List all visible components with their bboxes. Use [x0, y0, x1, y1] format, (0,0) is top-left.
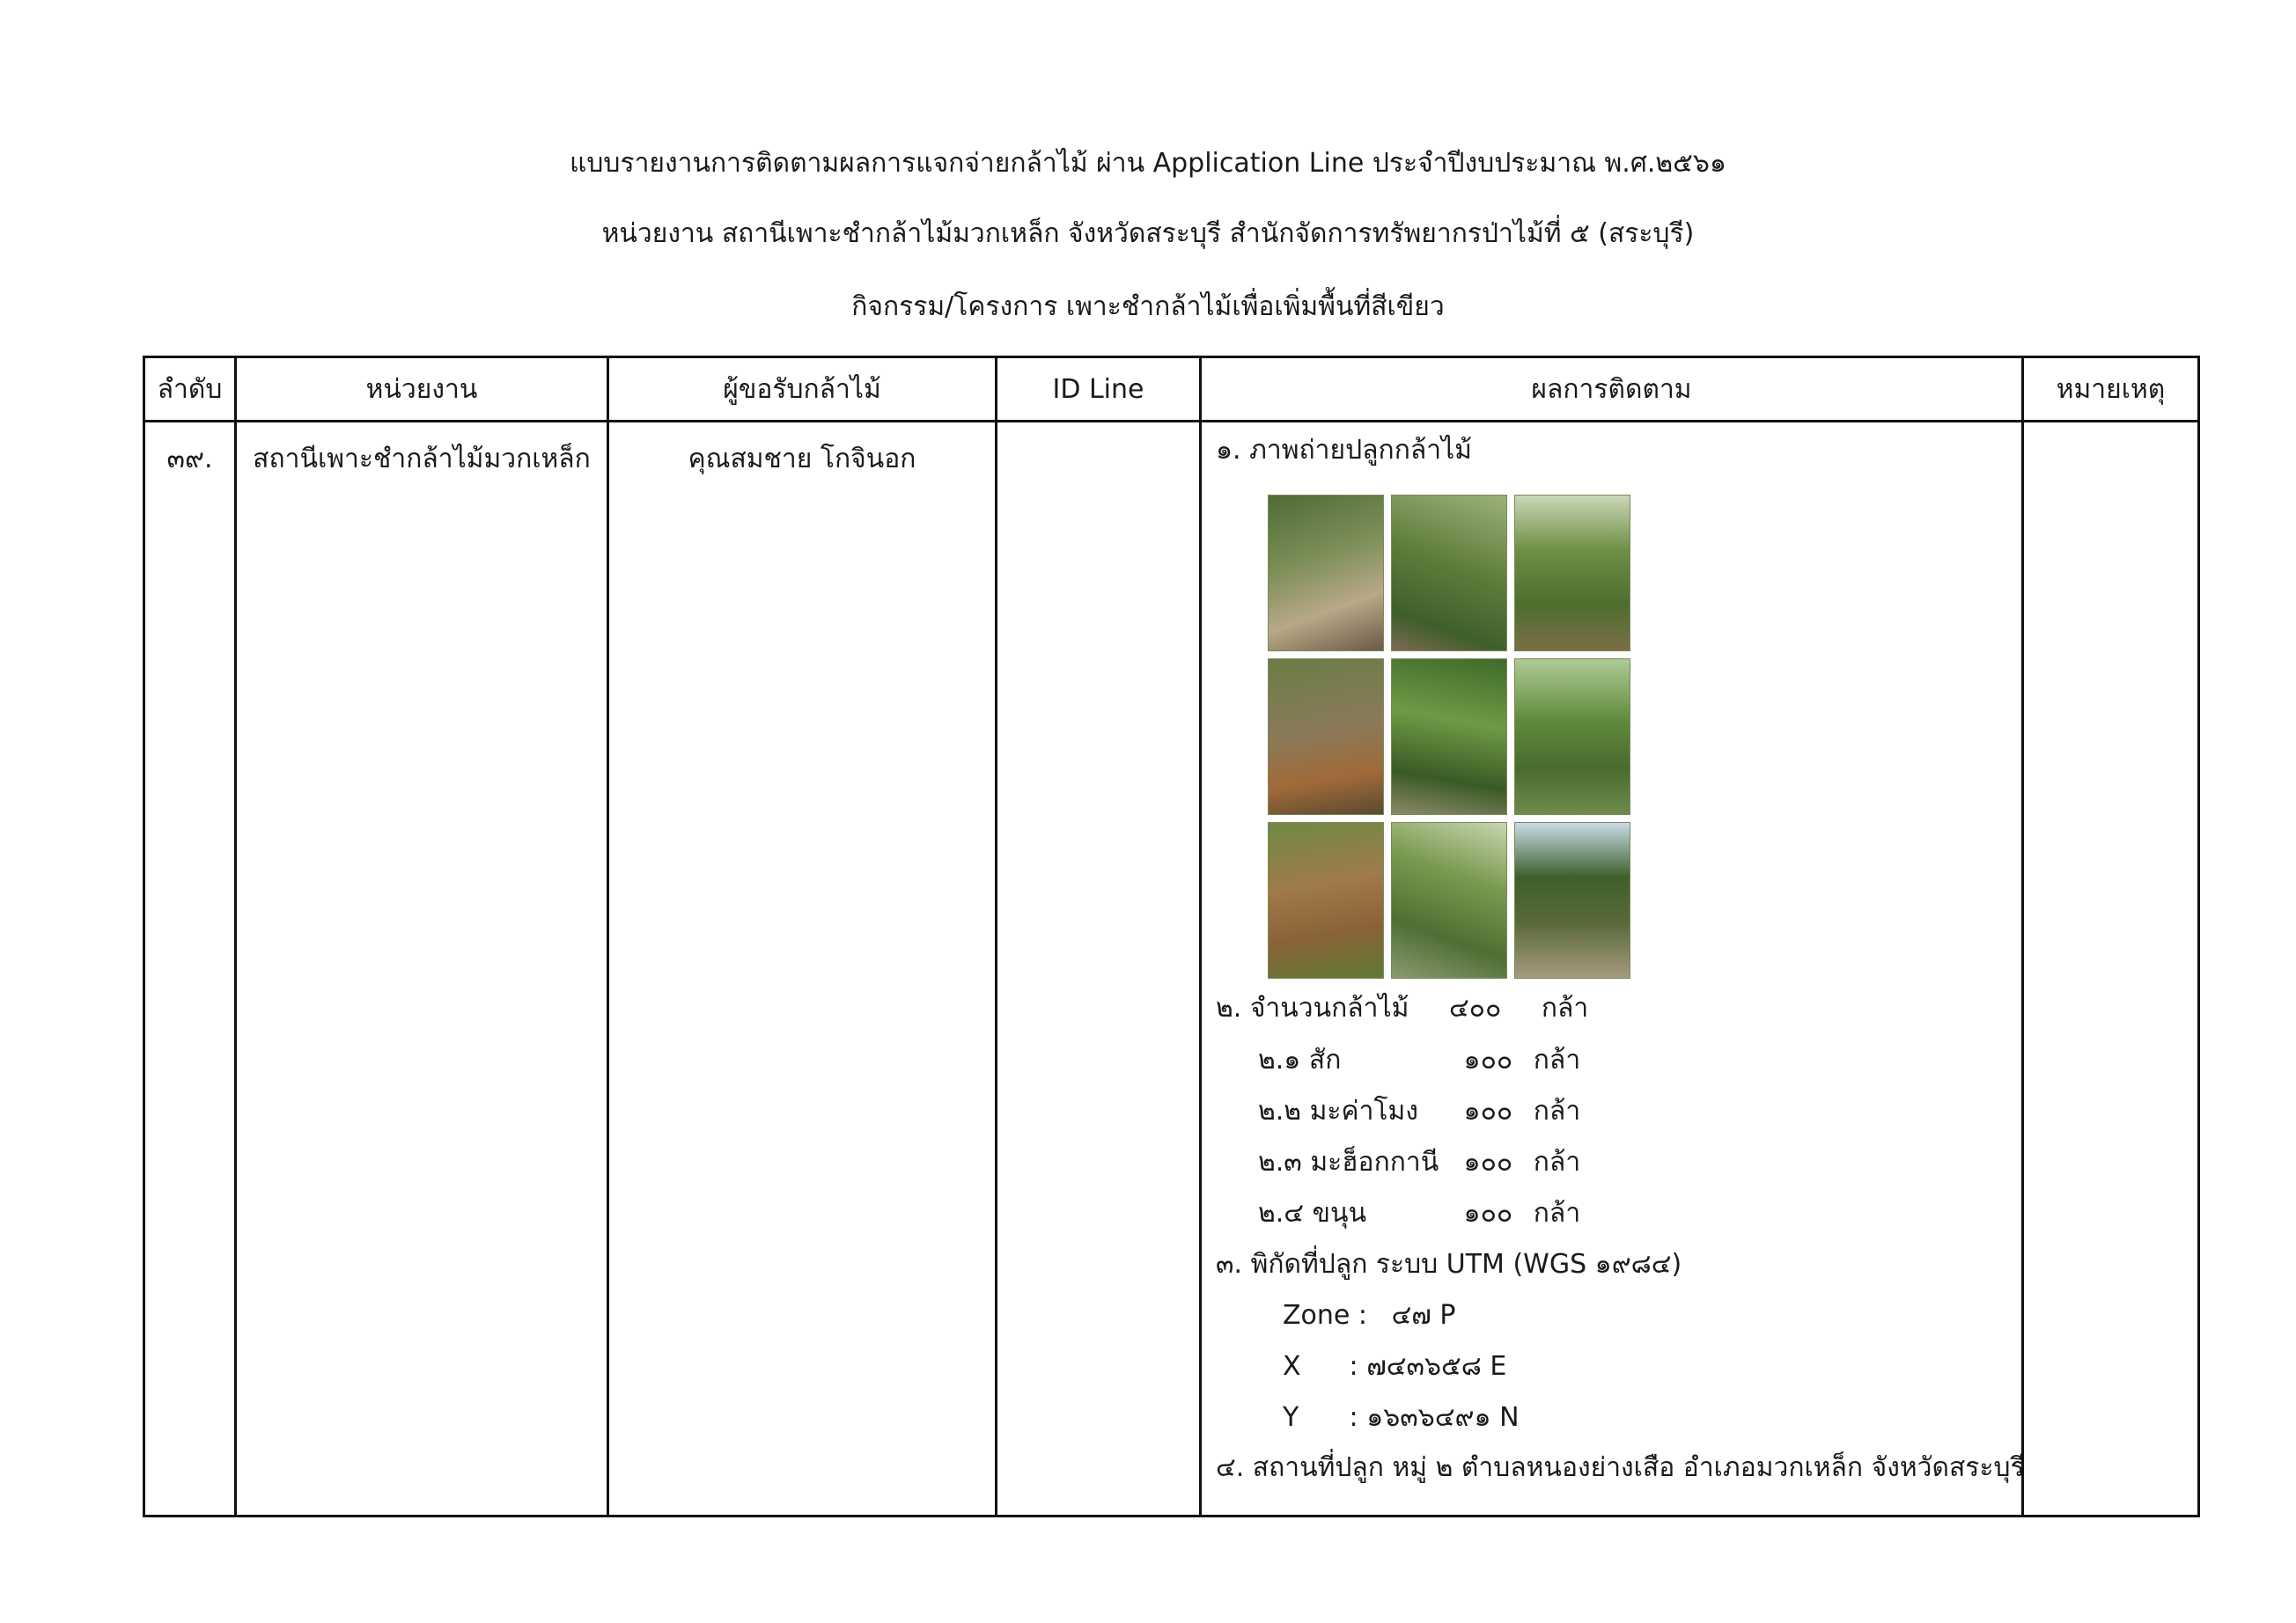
species-unit: กล้า — [1533, 1147, 1581, 1178]
coordinate-x — [1283, 1349, 1506, 1384]
seedling-count-unit: กล้า — [1541, 993, 1589, 1024]
coordinate-zone — [1283, 1298, 1455, 1333]
row-id-line — [997, 422, 1199, 442]
species-unit: กล้า — [1533, 1198, 1581, 1229]
row-unit: สถานีเพาะชำกล้าไม้มวกเหล็ก — [253, 444, 591, 474]
report-title: แบบรายงานการติดตามผลการแจกจ่ายกล้าไม้ ผ่าน Application Line ประจำปีงบประมาณ พ.ศ.๒๕๖๑ — [570, 148, 1726, 179]
zone-value: ๔๗ P — [1391, 1300, 1456, 1331]
species-label: ๒.๒ มะค่าโมง — [1258, 1096, 1418, 1127]
y-value: : ๑๖๓๖๔๙๑ N — [1349, 1402, 1520, 1433]
report-table — [143, 356, 2200, 1517]
photos-title: ๑. ภาพถ่ายปลูกกล้าไม้ — [1216, 435, 1472, 466]
seedling-count — [1216, 991, 1588, 1026]
row-number: ๓๙. — [166, 444, 213, 474]
species-item — [1258, 1196, 1580, 1231]
planting-photo-8 — [1391, 822, 1507, 979]
table-header-row — [144, 357, 2199, 422]
coordinate-title: ๓. พิกัดที่ปลูก ระบบ UTM (WGS ๑๙๘๔) — [1216, 1249, 1682, 1280]
species-label: ๒.๑ สัก — [1258, 1045, 1342, 1076]
column-header-result: ผลการติดตาม — [1201, 357, 2023, 422]
planting-photo-7 — [1268, 822, 1384, 979]
planting-photo-2 — [1391, 495, 1507, 651]
planting-photo-3 — [1514, 495, 1630, 651]
species-value: ๑๐๐ — [1463, 1198, 1513, 1229]
column-header-requester: ผู้ขอรับกล้าไม้ — [608, 357, 997, 422]
y-label: Y — [1283, 1402, 1299, 1433]
species-item — [1258, 1145, 1580, 1180]
species-item — [1258, 1094, 1580, 1129]
row-result-cell — [1201, 422, 2023, 1517]
zone-label: Zone : — [1283, 1300, 1368, 1331]
coordinate-y — [1283, 1400, 1520, 1436]
x-value: : ๗๔๓๖๕๘ E — [1349, 1351, 1507, 1382]
column-header-no: ลำดับ — [144, 357, 236, 422]
species-label: ๒.๓ มะฮ็อกกานี — [1258, 1147, 1439, 1178]
planting-photo-6 — [1514, 658, 1630, 815]
column-header-note: หมายเหตุ — [2023, 357, 2199, 422]
row-note — [2024, 422, 2197, 442]
table-row — [144, 422, 2199, 1517]
planting-photo-1 — [1268, 495, 1384, 651]
planting-photo-4 — [1268, 658, 1384, 815]
column-header-id-line: ID Line — [997, 357, 1201, 422]
species-value: ๑๐๐ — [1463, 1147, 1513, 1178]
seedling-count-label: ๒. จำนวนกล้าไม้ — [1216, 993, 1409, 1024]
planting-location: ๔. สถานที่ปลูก หมู่ ๒ ตำบลหนองย่างเสือ อำเภอมวกเหล็ก จังหวัดสระบุรี — [1216, 1452, 2025, 1483]
species-value: ๑๐๐ — [1463, 1045, 1513, 1076]
species-value: ๑๐๐ — [1463, 1096, 1513, 1127]
species-unit: กล้า — [1533, 1096, 1581, 1127]
report-project: กิจกรรม/โครงการ เพาะชำกล้าไม้เพื่อเพิ่มพื้นที่สีเขียว — [851, 291, 1445, 322]
species-unit: กล้า — [1533, 1045, 1581, 1076]
species-label: ๒.๔ ขนุน — [1258, 1198, 1367, 1229]
report-agency: หน่วยงาน สถานีเพาะชำกล้าไม้มวกเหล็ก จังหวัดสระบุรี สำนักจัดการทรัพยากรป่าไม้ที่ ๕ (สระบุรี) — [601, 218, 1695, 249]
planting-photo-grid — [1268, 495, 1630, 977]
row-requester: คุณสมชาย โกจินอก — [688, 444, 916, 474]
x-label: X — [1283, 1351, 1301, 1382]
species-item — [1258, 1043, 1580, 1078]
column-header-unit: หน่วยงาน — [236, 357, 608, 422]
seedling-count-value: ๔๐๐ — [1448, 993, 1502, 1024]
planting-photo-5 — [1391, 658, 1507, 815]
planting-photo-9 — [1514, 822, 1630, 979]
